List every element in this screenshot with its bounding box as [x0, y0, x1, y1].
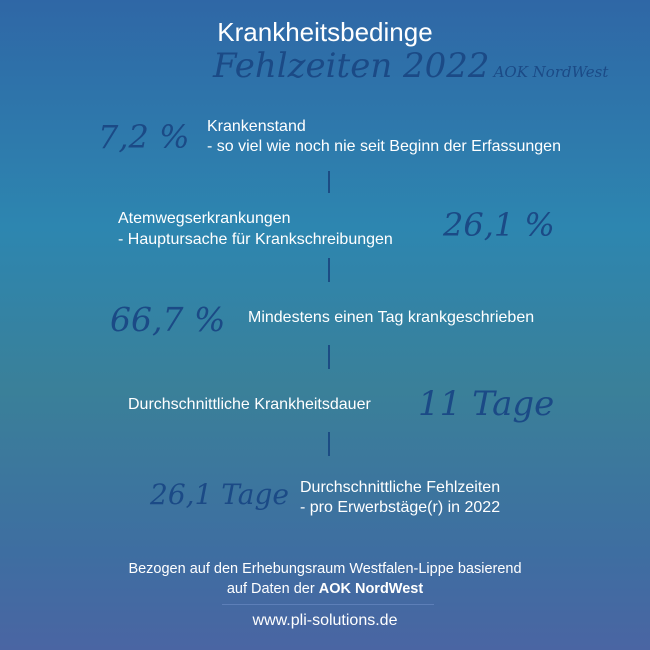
stat-detail-krankenstand: - so viel wie noch nie seit Beginn der Erfassungen: [207, 138, 561, 155]
stat-value-atemweg: 26,1 %: [443, 206, 555, 244]
stat-label-krankgeschrieben: Mindestens einen Tag krankgeschrieben: [248, 309, 535, 326]
footer-line-1: Bezogen auf den Erhebungsraum Westfalen-Lippe basierend: [128, 561, 522, 577]
stat-value-dauer: 11 Tage: [418, 384, 555, 424]
stat-detail-atemweg: - Hauptursache für Krankschreibungen: [118, 231, 393, 248]
stat-label-fehlzeiten: Durchschnittliche Fehlzeiten: [300, 479, 501, 496]
footer-prefix: auf Daten der: [226, 581, 315, 597]
stat-detail-fehlzeiten: - pro Erwerbstäge(r) in 2022: [300, 499, 501, 516]
stat-label-krankenstand: Krankenstand: [207, 118, 306, 135]
stat-label-atemweg: Atemwegserkrankungen: [118, 210, 291, 227]
footer-divider: [222, 604, 434, 605]
footer-url-link[interactable]: www.pli-solutions.de: [252, 612, 398, 629]
stat-value-krankenstand: 7,2 %: [98, 118, 190, 156]
connector-line-2: [328, 258, 330, 282]
connector-line-3: [328, 345, 330, 369]
footer-brand: AOK NordWest: [318, 581, 424, 597]
title-line-2: [213, 46, 608, 86]
connector-line-1: [328, 171, 330, 193]
connector-line-4: [328, 432, 330, 456]
title-line-1: Krankheitsbedinge: [217, 17, 433, 47]
stat-value-krankgeschrieben: 66,7 %: [110, 300, 226, 339]
stat-value-fehlzeiten: 26,1 Tage: [150, 478, 289, 511]
title-fehlzeiten: Fehlzeiten 2022: [213, 46, 490, 86]
title-source: AOK NordWest: [493, 63, 609, 81]
stat-label-dauer: Durchschnittliche Krankheitsdauer: [128, 396, 371, 413]
footer-line-2: [0, 579, 650, 600]
